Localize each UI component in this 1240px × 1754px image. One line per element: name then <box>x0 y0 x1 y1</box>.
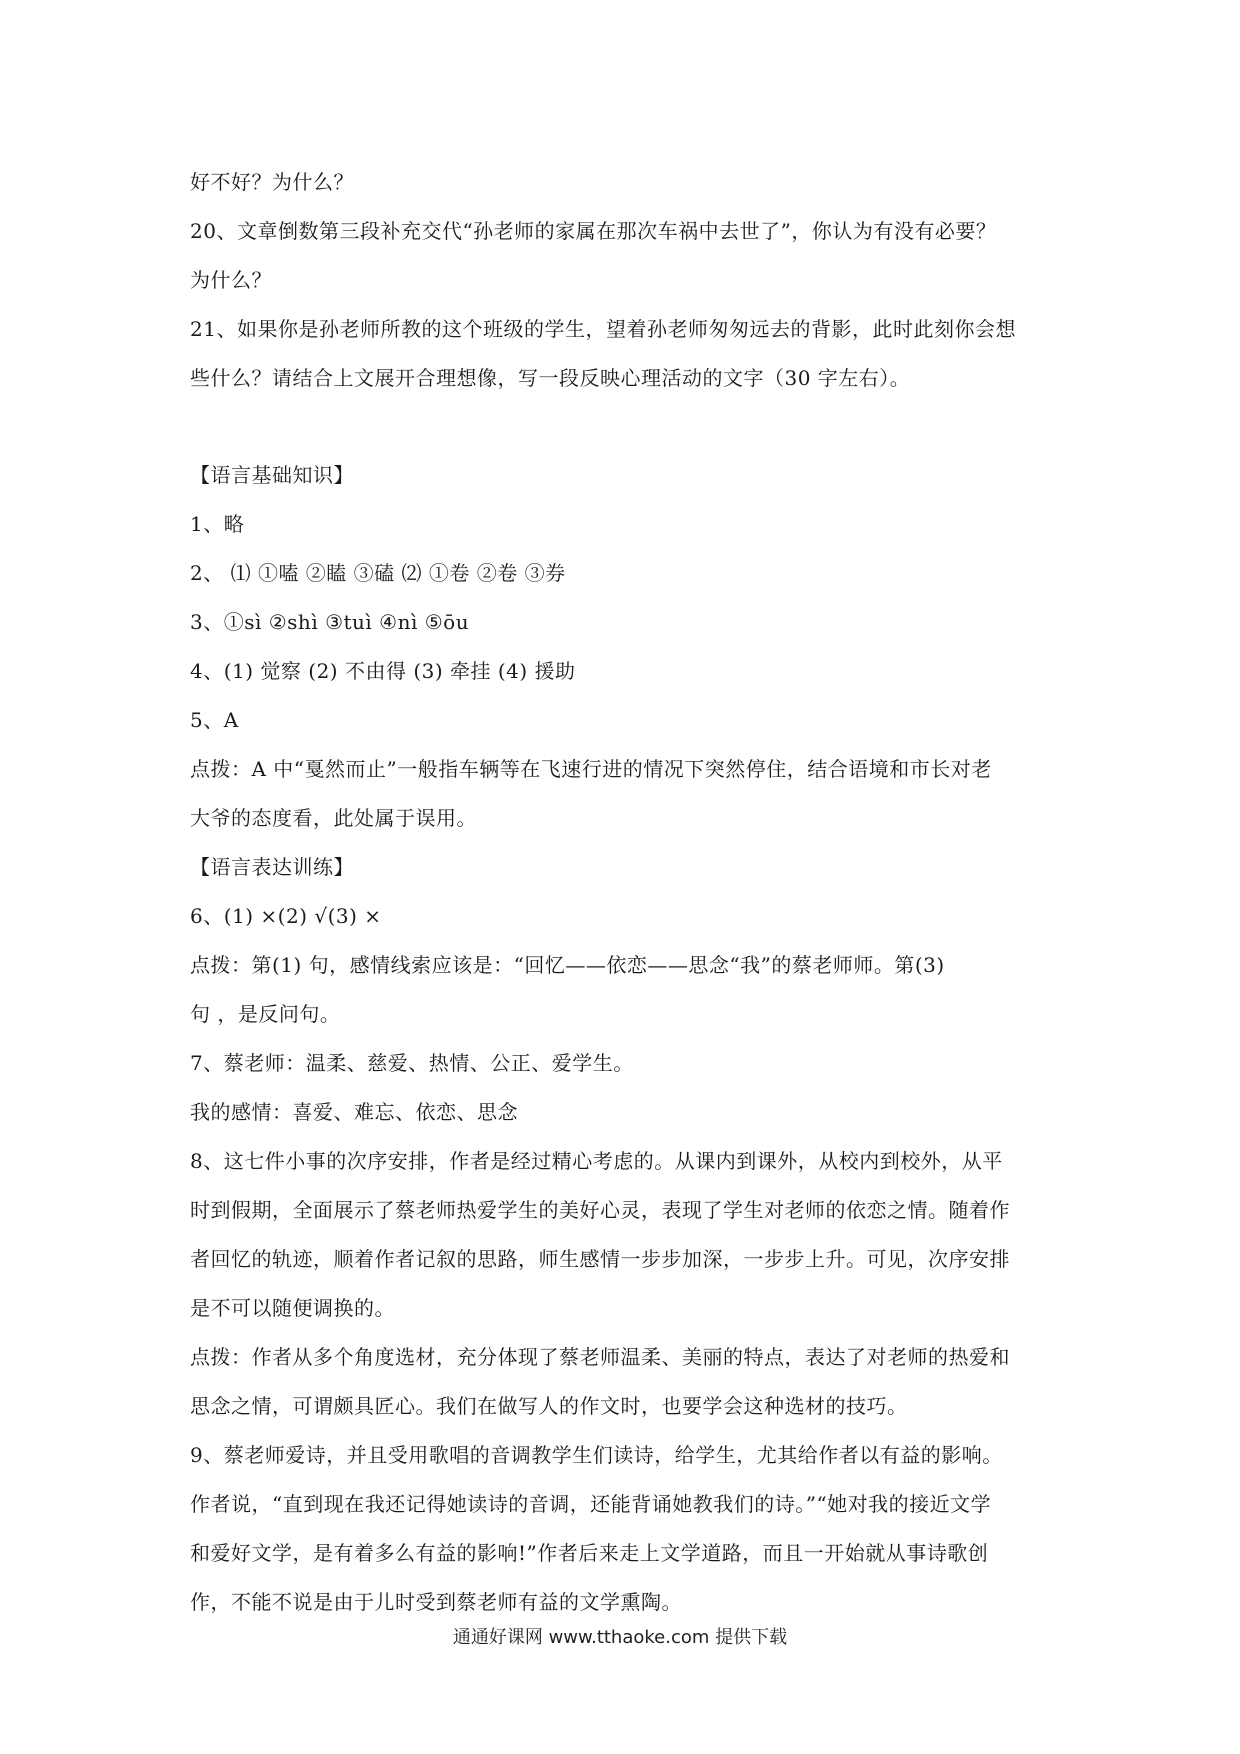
text-line: 时到假期，全面展示了蔡老师热爱学生的美好心灵，表现了学生对老师的依恋之情。随着作 <box>190 1198 1010 1222</box>
text-line: 4、(1) 觉察 (2) 不由得 (3) 牵挂 (4) 援助 <box>190 659 576 683</box>
text-line: 点拨：第(1) 句，感情线索应该是：“回忆——依恋——思念“我”的蔡老师师。第(3) <box>190 953 945 977</box>
text-line: 点拨：作者从多个角度选材，充分体现了蔡老师温柔、美丽的特点，表达了对老师的热爱和 <box>190 1345 1010 1369</box>
text-line: 8、这七件小事的次序安排，作者是经过精心考虑的。从课内到课外，从校内到校外，从平 <box>190 1149 1003 1173</box>
text-line: 是不可以随便调换的。 <box>190 1296 395 1320</box>
text-line: 者回忆的轨迹，顺着作者记叙的思路，师生感情一步步加深，一步步上升。可见，次序安排 <box>190 1247 1010 1271</box>
text-line: 20、文章倒数第三段补充交代“孙老师的家属在那次车祸中去世了”，你认为有没有必要？ <box>190 219 997 243</box>
text-line: 2、 ⑴ ①嗑 ②瞌 ③磕 ⑵ ①卷 ②卷 ③券 <box>190 561 566 585</box>
question-block <box>190 158 1070 403</box>
text-line: 1、略 <box>190 512 245 536</box>
section-heading: 【语言基础知识】 <box>190 463 354 487</box>
text-line: 好不好？为什么？ <box>190 170 354 194</box>
text-line: 些什么？请结合上文展开合理想像，写一段反映心理活动的文字（30 字左右）。 <box>190 366 911 390</box>
text-line: 5、A <box>190 708 239 732</box>
text-line: 作，不能不说是由于儿时受到蔡老师有益的文学熏陶。 <box>190 1590 682 1614</box>
text-line: 为什么？ <box>190 268 272 292</box>
text-line: 6、(1) ×(2) √(3) × <box>190 904 382 928</box>
text-line: 我的感情：喜爱、难忘、依恋、思念 <box>190 1100 518 1124</box>
text-line: 3、①sì ②shì ③tuì ④nì ⑤ōu <box>190 610 470 634</box>
section-heading: 【语言表达训练】 <box>190 855 354 879</box>
text-line: 7、蔡老师：温柔、慈爱、热情、公正、爱学生。 <box>190 1051 634 1075</box>
text-line: 21、如果你是孙老师所教的这个班级的学生，望着孙老师匆匆远去的背影，此时此刻你会想 <box>190 317 1016 341</box>
text-line: 和爱好文学，是有着多么有益的影响!”作者后来走上文学道路，而且一开始就从事诗歌创 <box>190 1541 989 1565</box>
text-line: 9、蔡老师爱诗，并且受用歌唱的音调教学生们读诗，给学生，尤其给作者以有益的影响。 <box>190 1443 1003 1467</box>
page-footer: 通通好课网 www.tthaoke.com 提供下载 <box>452 1627 788 1648</box>
text-line: 句 ，是反问句。 <box>190 1002 341 1026</box>
text-line: 思念之情，可谓颇具匠心。我们在做写人的作文时，也要学会这种选材的技巧。 <box>190 1394 908 1418</box>
spacer <box>190 403 1070 451</box>
text-line: 大爷的态度看，此处属于误用。 <box>190 806 477 830</box>
text-line: 点拨：A 中“戛然而止”一般指车辆等在飞速行进的情况下突然停住，结合语境和市长对老 <box>190 757 992 781</box>
document-body <box>190 158 1070 1627</box>
text-line: 作者说，“直到现在我还记得她读诗的音调，还能背诵她教我们的诗。”“她对我的接近文学 <box>190 1492 992 1516</box>
answer-block <box>190 451 1070 1627</box>
